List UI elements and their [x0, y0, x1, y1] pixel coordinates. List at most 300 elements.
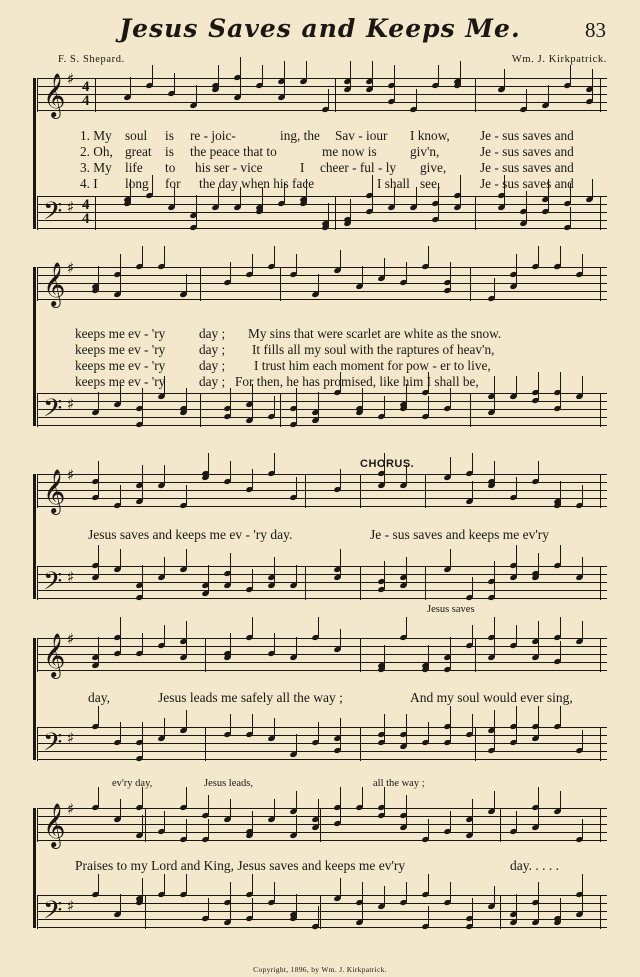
note-stem [328, 207, 329, 227]
note-stem [208, 573, 209, 593]
barline [600, 267, 601, 301]
lyric-word: My sins that were scarlet are white as the snow. [248, 326, 502, 341]
note-stem [450, 649, 451, 669]
note-stem [196, 207, 197, 227]
note-stem [406, 795, 407, 815]
barline [425, 474, 426, 508]
note-stem [98, 787, 99, 807]
lyric-word: Je - sus saves and [480, 144, 574, 159]
note-stem [450, 270, 451, 290]
note-stem [472, 453, 473, 473]
note-stem [296, 894, 297, 914]
note-stem [196, 85, 197, 105]
note-stem [274, 799, 275, 819]
sharp-icon: ♯ [67, 466, 75, 484]
note-stem [494, 278, 495, 298]
staff-line [37, 743, 607, 744]
bass-clef-icon: 𝄢 [43, 197, 63, 232]
staff-line [37, 816, 607, 817]
note-stem [494, 730, 495, 750]
staff-line [37, 590, 607, 591]
barline [600, 196, 601, 230]
note-stem [164, 874, 165, 894]
barline [145, 895, 146, 929]
barline [95, 196, 96, 230]
note-stem [318, 722, 319, 742]
note-stem [186, 485, 187, 505]
note-stem [164, 465, 165, 485]
barline [500, 808, 501, 842]
note-stem [186, 874, 187, 894]
note-stem [362, 882, 363, 902]
lyric-word: 4. I [80, 176, 98, 191]
page-title: Jesus Saves and Keeps Me. [119, 14, 521, 43]
staff-line [37, 498, 607, 499]
barline [600, 727, 601, 761]
barline [205, 727, 206, 761]
bass-echo-lyric: ev'ry day, [112, 778, 153, 789]
treble-clef-icon: 𝄞 [43, 633, 66, 677]
note-stem [340, 469, 341, 489]
barline [37, 267, 38, 301]
note-stem [516, 625, 517, 645]
staff-line [37, 895, 607, 896]
note-stem [538, 246, 539, 266]
note-stem [274, 453, 275, 473]
note-stem [582, 730, 583, 750]
verse-lyrics-block-2 [0, 326, 640, 390]
note-stem [208, 898, 209, 918]
barline [360, 727, 361, 761]
verse-1-line-b [0, 326, 640, 342]
lyric-word: I shall [377, 176, 410, 191]
note-stem [230, 633, 231, 653]
note-stem [560, 545, 561, 565]
lyric-word: I [300, 160, 305, 175]
note-stem [252, 714, 253, 734]
note-stem [516, 811, 517, 831]
lyric-word: Je - sus saves and [480, 160, 574, 175]
note-stem [230, 461, 231, 481]
barline [37, 638, 38, 672]
note-stem [186, 787, 187, 807]
note-stem [538, 621, 539, 641]
note-stem [274, 557, 275, 577]
barline [205, 638, 206, 672]
note-stem [472, 898, 473, 918]
note-stem [296, 388, 297, 408]
note-stem [394, 65, 395, 85]
lyric-word: re - joic- [190, 128, 236, 143]
staff-line [37, 832, 607, 833]
chorus-lyric-2c: And my soul would ever sing, [410, 690, 573, 705]
note-stem [164, 811, 165, 831]
note-stem [318, 274, 319, 294]
note-stem [284, 77, 285, 97]
staff-line [37, 482, 607, 483]
note-stem [174, 73, 175, 93]
lyric-word: the peace that to [190, 144, 277, 159]
note-stem [98, 706, 99, 726]
note-stem [98, 392, 99, 412]
note-stem [428, 722, 429, 742]
note-stem [350, 69, 351, 89]
note-stem [274, 246, 275, 266]
note-stem [142, 633, 143, 653]
note-stem [560, 641, 561, 661]
note-stem [428, 246, 429, 266]
staff-line [37, 751, 607, 752]
lyric-word: give, [420, 160, 447, 175]
note-stem [240, 77, 241, 97]
note-stem [548, 85, 549, 105]
lyric-word: to [165, 160, 176, 175]
note-stem [340, 250, 341, 270]
lyric-word: It fills all my soul with the raptures of heav'n, [252, 342, 495, 357]
sharp-icon: ♯ [67, 198, 75, 216]
barline [37, 196, 38, 230]
lyric-word: day ; [199, 342, 226, 357]
note-stem [428, 645, 429, 665]
staff-line [37, 759, 607, 760]
barline [425, 566, 426, 600]
chorus-lyric-2b: Jesus leads me safely all the way ; [158, 690, 343, 705]
note-stem [230, 902, 231, 922]
barline [470, 393, 471, 427]
note-stem [328, 89, 329, 109]
note-stem [208, 457, 209, 477]
note-stem [472, 714, 473, 734]
barline [600, 808, 601, 842]
time-signature: 4 4 [82, 197, 90, 227]
lyric-word: Je - sus saves and [480, 128, 574, 143]
staff-line [37, 490, 607, 491]
note-stem [472, 625, 473, 645]
system-brace [33, 474, 36, 599]
lyric-word: I know, [410, 128, 450, 143]
note-stem [450, 549, 451, 569]
bass-echo-lyric: Jesus leads, [204, 778, 253, 789]
note-stem [142, 738, 143, 758]
note-stem [350, 199, 351, 219]
note-stem [570, 207, 571, 227]
note-stem [240, 57, 241, 77]
note-stem [120, 485, 121, 505]
note-stem [142, 882, 143, 902]
lyric-word: soul [125, 128, 148, 143]
time-signature: 4 4 [82, 79, 90, 109]
note-stem [120, 274, 121, 294]
note-stem [494, 561, 495, 581]
note-stem [120, 722, 121, 742]
note-stem [406, 882, 407, 902]
staff-line [37, 204, 607, 205]
lyric-word: cheer - ful - ly [320, 160, 397, 175]
note-stem [142, 815, 143, 835]
note-stem [98, 637, 99, 657]
barline [335, 78, 336, 112]
chorus-lyric-3a: Praises to my Lord and King, Jesus saves and keeps me ev'ry [75, 858, 406, 873]
note-stem [208, 795, 209, 815]
note-stem [494, 791, 495, 811]
system-brace [33, 808, 36, 928]
note-stem [362, 266, 363, 286]
note-stem [438, 65, 439, 85]
lyric-word: 1. My [80, 128, 112, 143]
staff-line [37, 299, 607, 300]
lyric-word: 3. My [80, 160, 112, 175]
staff-line [37, 654, 607, 655]
note-stem [472, 577, 473, 597]
barline [320, 808, 321, 842]
note-stem [560, 898, 561, 918]
treble-staff [37, 630, 607, 677]
barline [335, 196, 336, 230]
note-stem [516, 477, 517, 497]
staff-line [37, 566, 607, 567]
note-stem [98, 545, 99, 565]
note-stem [318, 799, 319, 819]
staff-line [37, 927, 607, 928]
note-stem [186, 388, 187, 408]
note-stem [582, 557, 583, 577]
lyric-word: long [125, 176, 149, 191]
barline [475, 727, 476, 761]
note-stem [274, 396, 275, 416]
note-stem [142, 577, 143, 597]
chorus-lyric-1a: Jesus saves and keeps me ev - 'ry day. [88, 527, 293, 542]
note-stem [384, 645, 385, 665]
note-stem [120, 894, 121, 914]
note-stem [472, 481, 473, 501]
note-stem [494, 710, 495, 730]
note-stem [186, 621, 187, 641]
note-stem [142, 388, 143, 408]
lyric-word: life [125, 160, 143, 175]
note-stem [252, 569, 253, 589]
note-stem [340, 557, 341, 577]
lyric-word: his ser - vice [195, 160, 263, 175]
note-stem [538, 807, 539, 827]
note-stem [186, 549, 187, 569]
note-stem [208, 819, 209, 839]
sharp-icon: ♯ [67, 729, 75, 747]
note-stem [340, 629, 341, 649]
note-stem [384, 561, 385, 581]
staff-line [37, 911, 607, 912]
staff-line [37, 919, 607, 920]
sharp-icon: ♯ [67, 568, 75, 586]
note-stem [428, 906, 429, 926]
lyric-word: is [165, 128, 174, 143]
treble-staff [37, 800, 607, 847]
barline [145, 808, 146, 842]
staff-line [37, 474, 607, 475]
note-stem [582, 894, 583, 914]
staff-line [37, 275, 607, 276]
treble-clef-icon: 𝄞 [43, 469, 66, 513]
note-stem [384, 787, 385, 807]
note-stem [416, 89, 417, 109]
barline [37, 566, 38, 600]
note-stem [494, 886, 495, 906]
note-stem [450, 457, 451, 477]
bass-staff [37, 196, 607, 230]
note-stem [252, 898, 253, 918]
note-stem [340, 718, 341, 738]
staff-line [37, 196, 607, 197]
lyric-word: me now is [322, 144, 377, 159]
note-stem [538, 461, 539, 481]
note-stem [318, 906, 319, 926]
barline [200, 267, 201, 301]
note-stem [120, 549, 121, 569]
note-stem [406, 617, 407, 637]
barline [475, 78, 476, 112]
barline [280, 267, 281, 301]
lyric-word: day ; [199, 358, 226, 373]
copyright-notice: Copyright, 1896, by Wm. J. Kirkpatrick. [253, 965, 387, 974]
note-stem [406, 262, 407, 282]
note-stem [252, 617, 253, 637]
note-stem [538, 902, 539, 922]
note-stem [516, 902, 517, 922]
staff-line [37, 824, 607, 825]
treble-staff [37, 259, 607, 306]
staff-line [37, 86, 607, 87]
barline [600, 895, 601, 929]
staff-line [37, 903, 607, 904]
barline [37, 474, 38, 508]
note-stem [340, 878, 341, 898]
note-stem [306, 61, 307, 81]
barline [500, 895, 501, 929]
staff-line [37, 102, 607, 103]
note-stem [516, 722, 517, 742]
treble-staff [37, 466, 607, 513]
note-stem [296, 565, 297, 585]
staff-line [37, 646, 607, 647]
barline [200, 393, 201, 427]
note-stem [504, 69, 505, 89]
barline [600, 78, 601, 112]
staff-line [37, 808, 607, 809]
barline [320, 895, 321, 929]
lyric-word: ing, the [280, 128, 320, 143]
barline [37, 393, 38, 427]
staff-line [37, 94, 607, 95]
verse-1-line [0, 128, 640, 144]
note-stem [538, 882, 539, 902]
note-stem [164, 625, 165, 645]
note-stem [120, 799, 121, 819]
note-stem [252, 469, 253, 489]
treble-clef-icon: 𝄞 [43, 73, 66, 117]
staff-line [37, 662, 607, 663]
lyric-word: 2. Oh, [80, 144, 113, 159]
note-stem [252, 254, 253, 274]
note-stem [318, 400, 319, 420]
lyric-word: For then, he has promised, like him I shall be, [235, 374, 479, 389]
note-stem [296, 477, 297, 497]
note-stem [538, 718, 539, 738]
chorus-lyric-3b: day. . . . . [510, 858, 559, 873]
note-stem [526, 203, 527, 223]
staff-line [37, 506, 607, 507]
note-stem [516, 254, 517, 274]
bass-staff [37, 393, 607, 427]
barline [95, 78, 96, 112]
note-stem [516, 545, 517, 565]
note-stem [262, 65, 263, 85]
lyric-word: see, [420, 176, 441, 191]
verse-2-line-b [0, 342, 640, 358]
note-stem [142, 787, 143, 807]
barline [470, 267, 471, 301]
verse-2-line [0, 144, 640, 160]
sharp-icon: ♯ [67, 897, 75, 915]
lyric-word: I trust him each moment for pow - er to live, [254, 358, 491, 373]
sharp-icon: ♯ [67, 630, 75, 648]
bass-clef-icon: 𝄢 [43, 567, 63, 602]
treble-clef-icon: 𝄞 [43, 803, 66, 847]
barline [360, 566, 361, 600]
note-stem [560, 246, 561, 266]
barline [475, 638, 476, 672]
note-stem [494, 637, 495, 657]
bass-clef-icon: 𝄢 [43, 394, 63, 429]
note-stem [120, 254, 121, 274]
note-stem [472, 815, 473, 835]
note-stem [164, 246, 165, 266]
note-stem [450, 388, 451, 408]
staff-line [37, 78, 607, 79]
note-stem [494, 617, 495, 637]
chorus-lyric-1b: Je - sus saves and keeps me ev'ry [370, 527, 550, 542]
barline [600, 393, 601, 427]
lyric-word: day ; [199, 326, 226, 341]
note-stem [274, 718, 275, 738]
note-stem [252, 815, 253, 835]
barline [305, 474, 306, 508]
bass-staff [37, 566, 607, 600]
note-stem [406, 557, 407, 577]
staff-line [37, 401, 607, 402]
barline [600, 474, 601, 508]
barline [360, 638, 361, 672]
note-stem [98, 874, 99, 894]
note-stem [296, 734, 297, 754]
staff-line [37, 840, 607, 841]
note-stem [384, 258, 385, 278]
note-stem [582, 254, 583, 274]
barline [600, 638, 601, 672]
note-stem [582, 621, 583, 641]
note-stem [372, 69, 373, 89]
note-stem [296, 637, 297, 657]
note-stem [296, 815, 297, 835]
note-stem [186, 274, 187, 294]
note-stem [164, 718, 165, 738]
barline [600, 566, 601, 600]
barline [475, 196, 476, 230]
note-stem [384, 714, 385, 734]
lyric-word: great [125, 144, 152, 159]
note-stem [230, 799, 231, 819]
note-stem [98, 266, 99, 286]
verse-lyrics-block-1 [0, 128, 640, 192]
note-stem [230, 565, 231, 585]
